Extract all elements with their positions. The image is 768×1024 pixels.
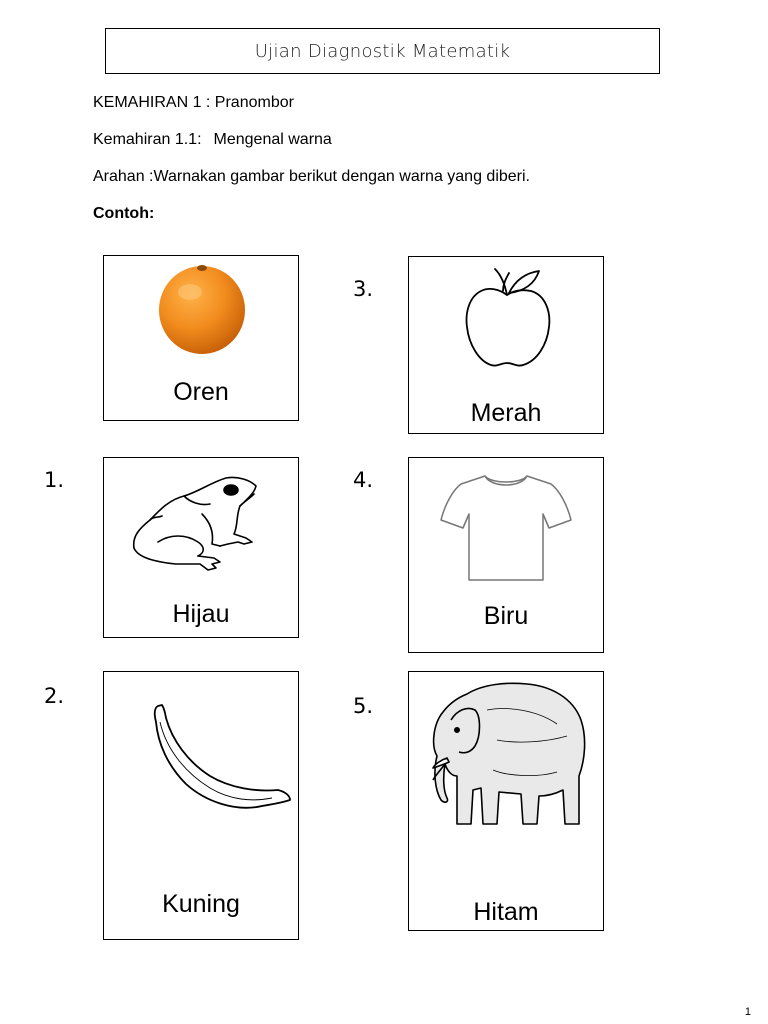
card-label-merah: Merah <box>470 399 542 427</box>
instruction-text: Arahan :Warnakan gambar berikut dengan warna yang diberi. <box>93 168 530 185</box>
orange-icon <box>156 262 248 356</box>
frog-icon <box>128 472 258 572</box>
card-label-hijau: Hijau <box>172 600 230 628</box>
page-number: 1 <box>744 1006 751 1018</box>
skill-heading: KEMAHIRAN 1 : Pranombor <box>93 94 294 111</box>
title-box <box>105 28 660 74</box>
item-number-5: 5. <box>353 694 374 718</box>
card-tshirt <box>408 457 604 653</box>
card-banana <box>103 671 299 940</box>
card-label-hitam: Hitam <box>473 898 539 926</box>
tshirt-icon <box>439 472 573 584</box>
elephant-icon <box>427 680 589 830</box>
subskill-value: Mengenal warna <box>213 131 332 148</box>
banana-icon <box>144 700 294 820</box>
page-title: Ujian Diagnostik Matematik <box>254 40 511 62</box>
subskill-line <box>93 131 332 149</box>
card-label-biru: Biru <box>483 602 529 630</box>
example-label: Oren <box>173 378 229 406</box>
card-label-kuning: Kuning <box>162 890 240 918</box>
card-apple <box>408 256 604 434</box>
item-number-4: 4. <box>353 468 374 492</box>
example-card <box>103 255 299 421</box>
item-number-3: 3. <box>353 277 374 301</box>
subskill-label: Kemahiran 1.1: <box>93 131 202 148</box>
card-frog <box>103 457 299 638</box>
example-heading: Contoh: <box>93 205 155 222</box>
card-elephant <box>408 671 604 931</box>
apple-icon <box>463 265 553 369</box>
item-number-2: 2. <box>44 684 65 708</box>
item-number-1: 1. <box>44 468 65 492</box>
